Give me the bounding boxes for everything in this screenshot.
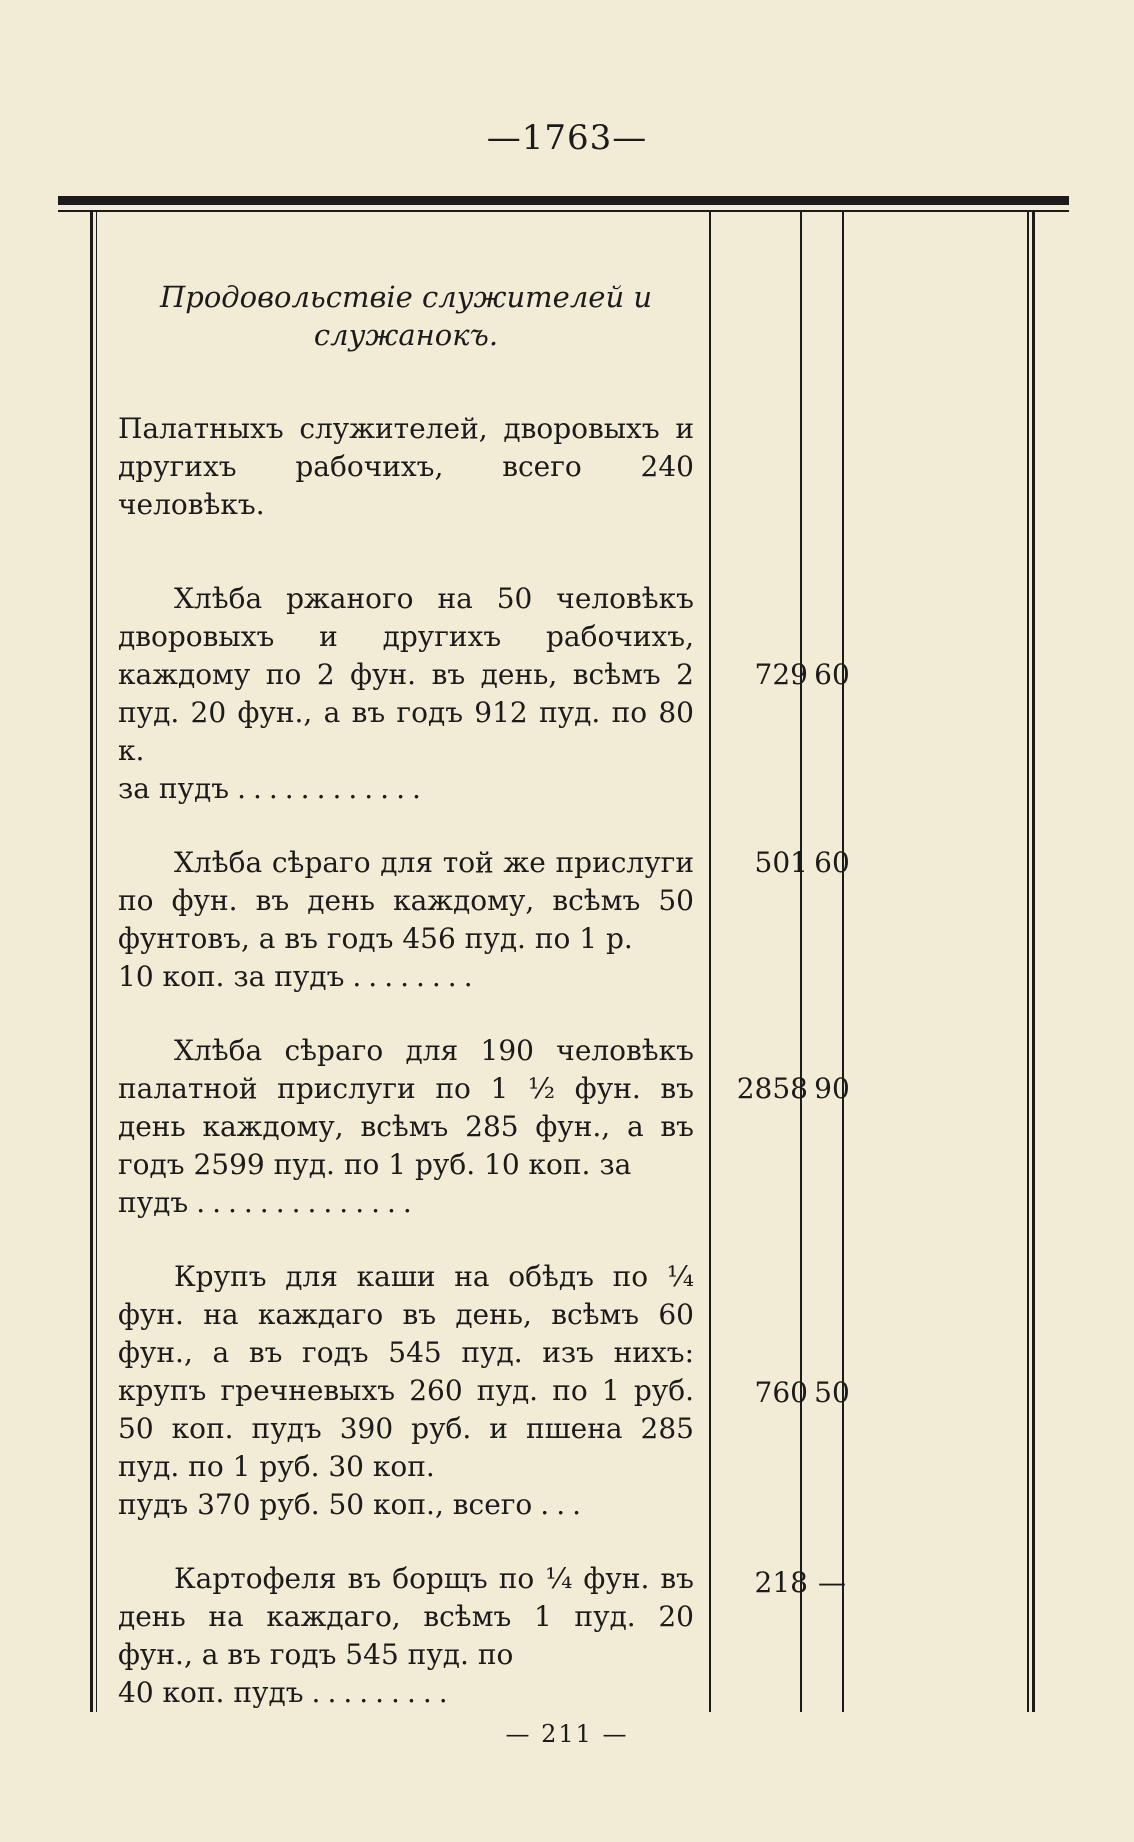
entry-last-line [118,1674,694,1712]
ledger-entry-potatoes [118,1560,694,1712]
entry-last-line [118,1184,694,1222]
amount-rubles: 2858 [736,1072,808,1105]
amount-kopecks: — [818,1566,846,1599]
dot-leader: ............ [237,772,428,805]
amount-rubles: 760 [754,1376,808,1409]
amount-rubles: 729 [754,658,808,691]
kopecks-column-left-line [800,212,802,1712]
left-border-line [90,212,93,1712]
amount-kopecks: 90 [814,1072,850,1105]
dot-leader: ......... [311,1676,455,1709]
dot-leader: .............. [196,1186,419,1219]
amount-rubles: 501 [754,846,808,879]
kopecks-column-right-line [842,212,844,1712]
dot-leader: ........ [352,960,480,993]
entry-text: Картофеля въ борщъ по ¼ фун. въ день на каждаго, всѣмъ 1 пуд. 20 фун., а въ годъ 545 пуд. по [118,1562,694,1671]
entry-text: Хлѣба сѣраго для той же прислуги по фун. въ день каждому, всѣмъ 50 фунтовъ, а въ годъ 456 пуд. по 1 р. [118,846,694,955]
header-rule-thick [58,196,1069,205]
ledger-entry-grey-bread-2 [118,1032,694,1222]
entry-last-line-text: пудъ 370 руб. 50 коп., всего [118,1488,533,1521]
page-number-footer: — 211 — [505,1720,629,1748]
amount-kopecks: 50 [814,1376,850,1409]
right-border-line [1027,212,1029,1712]
amount-kopecks: 60 [814,658,850,691]
intro-paragraph: Палатныхъ служителей, дворовыхъ и другихъ рабочихъ, всего 240 человѣкъ. [118,412,694,521]
entry-last-line [118,958,694,996]
entry-last-line-text: 40 коп. пудъ [118,1676,304,1709]
entry-last-line-text: пудъ [118,1186,189,1219]
left-border-line-inner [96,212,97,1712]
amount-rubles: 218 [754,1566,808,1599]
header-rule-thin [58,210,1069,212]
entry-last-line-text: за пудъ [118,772,230,805]
dot-leader: ... [540,1488,588,1521]
entry-text: Крупъ для каши на обѣдъ по ¼ фун. на каждаго въ день, всѣмъ 60 фун., а въ годъ 545 пуд. изъ нихъ: крупъ гречневыхъ 260 пуд. по 1 руб. 50 коп. пудъ 390 руб. и пшена 285 пуд. по 1 руб. 30 коп. [118,1260,694,1483]
section-title: Продовольствіе служителей и служанокъ. [159,280,653,352]
entry-text: Хлѣба сѣраго для 190 человѣкъ палатной прислуги по 1 ½ фун. въ день каждому, всѣмъ 285 фун., а въ годъ 2599 пуд. по 1 руб. 10 коп. за [118,1034,694,1181]
page-number-header: —1763— [486,118,648,158]
ledger-text-column [118,278,694,1712]
ledger-entry-grey-bread-1 [118,844,694,996]
right-border-line-outer [1032,212,1035,1712]
rubles-column-left-line [709,212,711,1712]
entry-text: Хлѣба ржаного на 50 человѣкъ дворовыхъ и другихъ рабочихъ, каждому по 2 фун. въ день, всѣмъ 2 пуд. 20 фун., а въ годъ 912 пуд. по 80 к. [118,582,694,767]
entry-last-line-text: 10 коп. за пудъ [118,960,345,993]
amount-kopecks: 60 [814,846,850,879]
entry-last-line [118,770,694,808]
entry-last-line [118,1486,694,1524]
ledger-entry-groats [118,1258,694,1524]
ledger-entry-rye-bread [118,580,694,808]
